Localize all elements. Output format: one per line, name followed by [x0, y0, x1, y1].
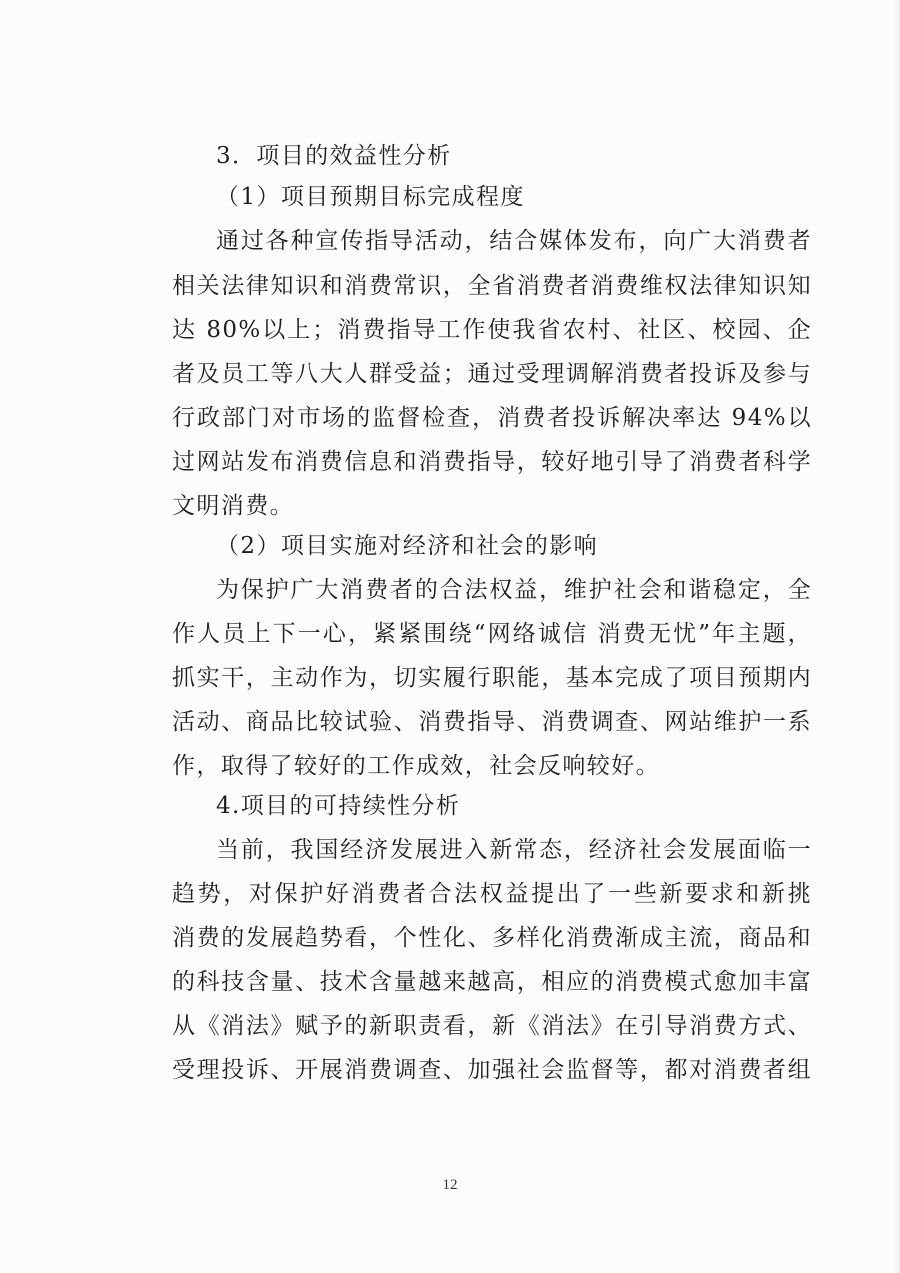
paragraph-line: 当前，我国经济发展进入新常态，经济社会发展面临一	[216, 837, 812, 863]
paragraph-line: 受理投诉、开展消费调查、加强社会监督等，都对消费者组	[172, 1057, 812, 1083]
paragraph-line: 抓实干，主动作为，切实履行职能，基本完成了项目预期内	[172, 665, 812, 691]
paragraph-line: 活动、商品比较试验、消费指导、消费调查、网站维护一系	[172, 709, 812, 735]
scan-edge-shadow	[894, 0, 900, 1273]
subsection-heading-goal-completion: （1）项目预期目标完成程度	[216, 184, 525, 210]
paragraph-line: 过网站发布消费信息和消费指导，较好地引导了消费者科学	[172, 449, 812, 475]
section-heading-sustainability-analysis: 4.项目的可持续性分析	[216, 793, 461, 819]
paragraph-line: 者及员工等八大人群受益；通过受理调解消费者投诉及参与	[172, 361, 812, 387]
paragraph-line: 通过各种宣传指导活动，结合媒体发布，向广大消费者	[216, 228, 812, 254]
paragraph-line: 行政部门对市场的监督检查，消费者投诉解决率达 94%以	[172, 405, 812, 431]
paragraph-line: 作人员上下一心，紧紧围绕“网络诚信 消费无忧”年主题，	[172, 621, 812, 647]
paragraph-line: 的科技含量、技术含量越来越高，相应的消费模式愈加丰富	[172, 969, 812, 995]
page-number: 12	[442, 1177, 458, 1193]
subsection-heading-economic-social-impact: （2）项目实施对经济和社会的影响	[216, 533, 599, 559]
paragraph-line: 文明消费。	[172, 493, 294, 519]
paragraph-line: 达 80%以上；消费指导工作使我省农村、社区、校园、企	[172, 317, 812, 343]
paragraph-line: 为保护广大消费者的合法权益，维护社会和谐稳定，全	[216, 577, 812, 603]
paragraph-line: 相关法律知识和消费常识，全省消费者消费维权法律知识知	[172, 273, 812, 299]
section-heading-benefit-analysis: 3．项目的效益性分析	[216, 143, 452, 169]
paragraph-line: 从《消法》赋予的新职责看，新《消法》在引导消费方式、	[172, 1013, 812, 1039]
paragraph-line: 趋势，对保护好消费者合法权益提出了一些新要求和新挑	[172, 881, 812, 907]
paragraph-line: 消费的发展趋势看，个性化、多样化消费渐成主流，商品和	[172, 925, 812, 951]
paragraph-line: 作，取得了较好的工作成效，社会反响较好。	[172, 753, 660, 779]
